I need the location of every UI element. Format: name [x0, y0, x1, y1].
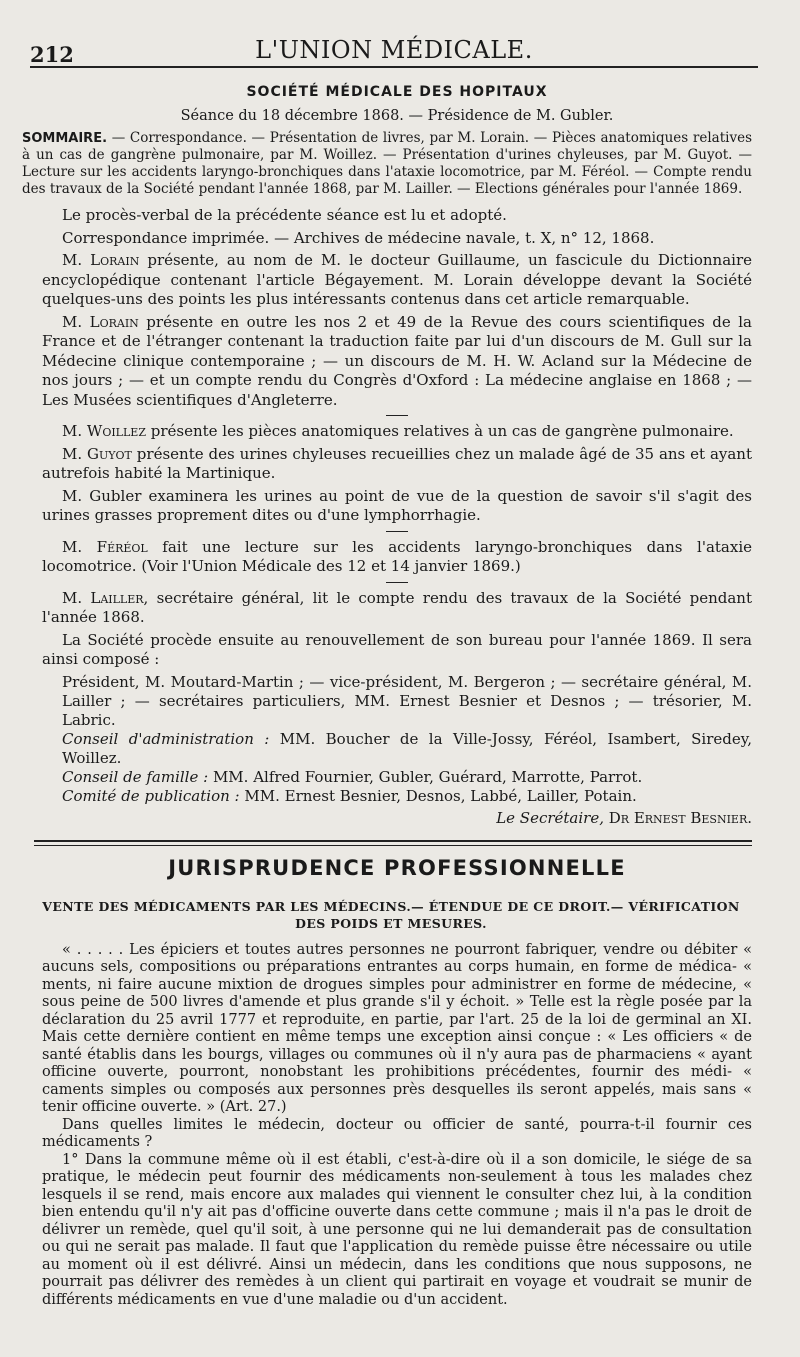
speaker-name: M. Lorain: [62, 251, 140, 269]
question-paragraph: Dans quelles limites le médecin, docteur ou officier de santé, pourra-t-il fournir ces médicaments ?: [42, 1116, 752, 1150]
signature-name: Dr Ernest Besnier.: [603, 808, 752, 827]
paragraph-text: présente, au nom de M. le docteur Guillaume, un fascicule du Dictionnaire encyclopédique contenant l'article Bégayement. M. Lorain développe devant la Société quelques-uns des points les plus intéressants contenus dans cet article remarquable.: [42, 251, 753, 308]
section-title: JURISPRUDENCE PROFESSIONNELLE: [168, 855, 626, 880]
paragraph-text: présente des urines chyleuses recueillies chez un malade âgé de 35 ans et ayant autrefois habité la Martinique.: [42, 444, 752, 482]
sommaire: [22, 130, 752, 198]
conseil-administration: [42, 730, 752, 768]
conseil-famille: [42, 768, 752, 787]
label: Conseil de famille :: [62, 767, 209, 786]
paragraph-bureau: La Société procède ensuite au renouvellement de son bureau pour l'année 1869. Il sera ainsi composé :: [42, 630, 752, 668]
answer-paragraph: 1° Dans la commune même où il est établi, c'est-à-dire où il a son domicile, le siége de sa pratique, le médecin peut fournir des médicaments non-seulement à tous les malades chez lesquels il se rend, mais encore aux malades qui viennent le consulter chez lui, à la condition bien entendu qu'il n'y ait pas d'officine ouverte dans cette commune ; mais il n'a pas le droit de délivrer un remède, quel qu'il soit, à une personne qui ne lui demanderait pas de consultation ou qui ne serait pas malade. Il faut que l'application du remède puisse être nécessaire ou utile au moment où il est délivré. Ainsi un médecin, dans les conditions que nous supposons, ne pourrait pas délivrer des remèdes à un client qui partirait en voyage et voudrait se munir de différents médicaments en vue d'une maladie ou d'un accident.: [42, 1151, 752, 1308]
paragraph-text: présente les pièces anatomiques relatives à un cas de gangrène pulmonaire.: [145, 422, 734, 440]
comite-publication: [42, 787, 752, 806]
section-separator: [386, 582, 408, 583]
paragraph-lorain-1: [42, 251, 752, 310]
page-number: 212: [30, 42, 74, 67]
speaker-name: M. Lailler: [62, 588, 144, 607]
label: Comité de publication :: [62, 786, 240, 805]
page-content: [22, 82, 753, 1309]
double-rule: [34, 840, 752, 846]
section-separator: [386, 415, 408, 416]
speaker-name: M. Féréol: [62, 537, 148, 556]
page-header: [30, 28, 758, 68]
paragraph-gubler: M. Gubler examinera les urines au point de vue de la question de savoir s'il s'agit des urines grasses proprement dites ou d'une lymphorrhagie.: [42, 486, 752, 524]
names: MM. Boucher de la Ville-Jossy, Féréol, Isambert, Siredey, Woillez.: [62, 729, 752, 767]
journal-title: L'UNION MÉDICALE.: [255, 36, 533, 64]
society-title: SOCIÉTÉ MÉDICALE DES HOPITAUX: [246, 84, 548, 100]
seance-line: Séance du 18 décembre 1868. — Présidence de M. Gubler.: [180, 108, 614, 124]
article-subtitle: VENTE DES MÉDICAMENTS PAR LES MÉDECINS.— ÉTENDUE DE CE DROIT.— VÉRIFICATION DES POIDS ET MESURES.: [42, 898, 740, 931]
paragraph-text: présente en outre les nos 2 et 49 de la Revue des cours scientifiques de la France et de l'étranger contenant la traduction faite par lui d'un discours de M. Gull sur la Médecine clinique contemporaine ; — un discours de M. H. W. Acland sur la Médecine de nos jours ; — et un compte rendu du Congrès d'Oxford : La médecine anglaise en 1868 ; — Les Musées scientifiques d'Angleterre.: [42, 312, 752, 409]
speaker-name: M. Lorain: [62, 312, 139, 331]
paragraph-lorain-2: [42, 313, 752, 411]
quoted-regulation: « . . . . . Les épiciers et toutes autres personnes ne pourront fabriquer, vendre ou débiter « aucuns sels, compositions ou préparations entrantes au corps humain, en forme de médica- « ments, ni faire aucune mixtion de drogues simples pour administrer en forme de médecine, « sous peine de 500 livres d'amende et plus grande s'il y échoit. » Telle est la règle posée par la déclaration du 25 avril 1777 et reproduite, en partie, par l'art. 25 de la loi de germinal an XI. Mais cette dernière contient en même temps une exception ainsi conçue : « Les officiers « de santé établis dans les bourgs, villages ou communes où il n'y aura pas de pharmaciens « ayant officine ouverte, pourront, nonobstant les prohibitions précédentes, fournir des médi- « caments simples ou composés aux personnes près desquelles ils seront appelés, mais sans « tenir officine ouverte. » (Art. 27.): [42, 941, 752, 1115]
label: Conseil d'administration :: [62, 729, 270, 748]
paragraph-correspondance: Correspondance imprimée. — Archives de médecine navale, t. X, n° 12, 1868.: [62, 228, 655, 247]
paragraph-fereol: [42, 538, 752, 577]
paragraph-guyot: [42, 445, 752, 484]
header-rule: [30, 66, 758, 68]
section-separator: [386, 531, 408, 532]
sommaire-lead: SOMMAIRE.: [22, 131, 108, 146]
paragraph-text: fait une lecture sur les accidents laryngo-bronchiques dans l'ataxie locomotrice. (Voir l'Union Médicale des 12 et 14 janvier 1869.): [42, 537, 753, 575]
secretary-signature: [42, 808, 752, 828]
signature-role: Le Secrétaire,: [496, 808, 604, 827]
bureau-composition: Président, M. Moutard-Martin ; — vice-président, M. Bergeron ; — secrétaire général, M. Lailler ; — secrétaires particuliers, MM. Ernest Besnier et Desnos ; — trésorier, M. Labric.: [62, 672, 752, 729]
sommaire-text: — Correspondance. — Présentation de livres, par M. Lorain. — Pièces anatomiques relatives à un cas de gangrène pulmonaire, par M. Woillez. — Présentation d'urines chyleuses, par M. Guyot. — Lecture sur les accidents laryngo-bronchiques dans l'ataxie locomotrice, par M. Féréol. — Compte rendu des travaux de la Société pendant l'année 1868, par M. Lailler. — Elections générales pour l'année 1869.: [22, 130, 752, 197]
paragraph-woillez: [42, 422, 752, 442]
paragraph-text: , secrétaire général, lit le compte rendu des travaux de la Société pendant l'année 1868.: [42, 588, 752, 626]
speaker-name: M. Guyot: [62, 444, 132, 463]
speaker-name: M. Woillez: [62, 422, 146, 440]
paragraph-proces-verbal: Le procès-verbal de la précédente séance est lu et adopté.: [62, 206, 507, 224]
paragraph-lailler: [42, 589, 752, 628]
names: MM. Alfred Fournier, Gubler, Guérard, Marrotte, Parrot.: [208, 767, 643, 786]
names: MM. Ernest Besnier, Desnos, Labbé, Lailler, Potain.: [239, 786, 637, 805]
